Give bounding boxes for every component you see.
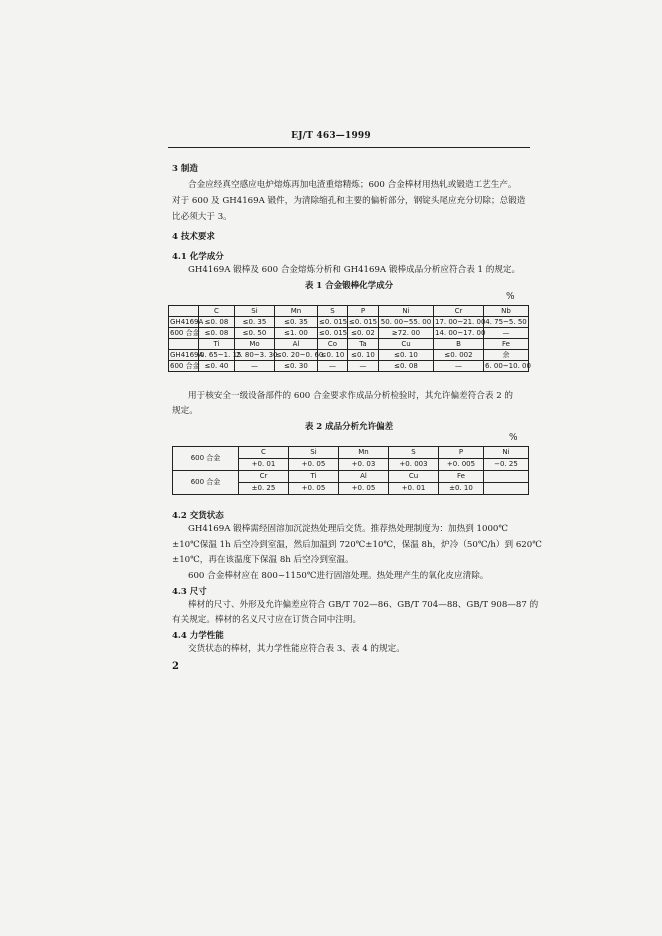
table-2-cell: S — [389, 447, 439, 459]
table-2-row — [173, 447, 529, 459]
table-2-cell: ±0. 10 — [439, 483, 484, 495]
table-2-intro-line-1: 用于核安全一级设备部件的 600 合金要求作成品分析检验时，其允许偏差符合表 2 的 — [188, 391, 513, 401]
table-1-cell: — — [348, 361, 379, 372]
table-1-cell: Cr — [434, 306, 484, 317]
table-2-cell: +0. 03 — [339, 459, 389, 471]
table-1-cell: C — [199, 306, 235, 317]
table-1-row — [169, 328, 529, 339]
table-2-cell: Fe — [439, 471, 484, 483]
table-1-cell: Cu — [379, 339, 434, 350]
table-1-cell: ≤0. 35 — [275, 317, 318, 328]
table-2-cell: Al — [339, 471, 389, 483]
table-2-cell: +0. 05 — [289, 459, 339, 471]
table-1-cell: Al — [275, 339, 318, 350]
table-2-unit: % — [509, 433, 518, 443]
table-1-cell: 余 — [484, 350, 529, 361]
table-1-cell: ≤0. 40 — [199, 361, 235, 372]
section-4-2-line-4: 600 合金棒材应在 800~1150℃进行固溶处理。热处理产生的氧化皮应清除。 — [188, 571, 489, 581]
table-1-row — [169, 317, 529, 328]
table-1-row — [169, 361, 529, 372]
table-1-cell: GH4169A — [170, 318, 204, 326]
table-1-row — [169, 350, 529, 361]
table-1-cell: 14. 00~17. 00 — [435, 329, 486, 337]
table-2-caption: 表 2 成品分析允许偏差 — [304, 422, 394, 432]
table-1-cell: ≤0. 015 — [319, 318, 348, 326]
table-1-cell: 4. 75~5. 50 — [485, 318, 527, 326]
table-1-header-row-2 — [169, 339, 529, 350]
section-4-3-line-2: 有关规定。棒材的名义尺寸应在订货合同中注明。 — [172, 615, 362, 625]
header-rule — [168, 147, 530, 148]
table-1-cell: ≤0. 08 — [199, 328, 235, 339]
table-2-cell: −0. 25 — [484, 459, 529, 471]
table-1-cell: ≤0. 30 — [275, 361, 318, 372]
table-1-cell: — — [235, 361, 275, 372]
section-3-heading: 3 制造 — [172, 164, 198, 174]
table-2-cell — [484, 483, 529, 495]
table-1-cell: GH4169A — [170, 351, 204, 359]
page-number: 2 — [172, 661, 179, 672]
table-2-cell: +0. 005 — [439, 459, 484, 471]
table-2-cell: Si — [289, 447, 339, 459]
table-1-cell: P — [348, 306, 379, 317]
table-1-cell: S — [318, 306, 348, 317]
table-1-cell: ≤1. 00 — [275, 328, 318, 339]
table-1-caption: 表 1 合金锻棒化学成分 — [304, 281, 394, 291]
section-3-line-2: 对于 600 及 GH4169A 锻件，为清除缩孔和主要的偏析部分，钢锭头尾应充分切除；总锻造 — [172, 196, 526, 206]
table-2-cell: Mn — [339, 447, 389, 459]
table-2 — [172, 446, 529, 495]
table-2-cell: Ti — [289, 471, 339, 483]
table-1-cell: Fe — [484, 339, 529, 350]
table-1-cell: ≤0. 20~0. 60 — [276, 351, 324, 359]
table-1-cell: 2. 80~3. 30 — [236, 351, 278, 359]
table-1-cell: ≤0. 35 — [235, 317, 275, 328]
section-3-line-3: 比必须大于 3。 — [172, 212, 232, 222]
table-1-cell: ≤0. 08 — [379, 361, 434, 372]
table-1-cell: 600 合金 — [170, 362, 200, 370]
table-1-cell: 600 合金 — [170, 329, 200, 337]
section-4-1-heading: 4.1 化学成分 — [172, 252, 224, 262]
table-1-cell: 50. 00~55. 00 — [379, 317, 434, 328]
table-1 — [168, 305, 529, 372]
table-1-cell: — — [434, 361, 484, 372]
section-4-2-line-2: ±10℃保温 1h 后空冷到室温，然后加温到 720℃±10℃，保温 8h，炉冷（50℃/h）到 620℃ — [172, 540, 542, 550]
table-1-cell: Si — [235, 306, 275, 317]
table-2-cell: Cr — [239, 471, 289, 483]
table-1-cell: — — [484, 328, 529, 339]
table-2-cell: +0. 01 — [239, 459, 289, 471]
table-1-header-row-1 — [169, 306, 529, 317]
table-1-cell: — — [318, 361, 348, 372]
table-2-row-label: 600 合金 — [173, 447, 239, 471]
table-2-cell: ±0. 25 — [239, 483, 289, 495]
table-2-row — [173, 471, 529, 483]
table-1-cell: ≤0. 015 — [319, 329, 348, 337]
section-4-4-heading: 4.4 力学性能 — [172, 631, 224, 641]
table-1-cell: B — [434, 339, 484, 350]
table-2-cell: +0. 01 — [389, 483, 439, 495]
table-1-cell: Ti — [199, 339, 235, 350]
table-2-cell: +0. 05 — [289, 483, 339, 495]
table-1-cell: ≤0. 10 — [348, 350, 379, 361]
table-1-cell — [169, 306, 199, 317]
table-2-cell: P — [439, 447, 484, 459]
table-1-cell: 0. 65~1. 15 — [200, 351, 242, 359]
table-2-row-label: 600 合金 — [173, 471, 239, 495]
table-1-cell: 6. 00~10. 00 — [485, 362, 531, 370]
table-2-cell: Ni — [484, 447, 529, 459]
section-4-2-heading: 4.2 交货状态 — [172, 511, 224, 521]
table-2-intro-line-2: 规定。 — [172, 406, 198, 416]
table-1-cell: ≤0. 10 — [318, 350, 348, 361]
table-1-cell: Mo — [235, 339, 275, 350]
table-1-cell: Nb — [484, 306, 529, 317]
table-1-cell: Ta — [348, 339, 379, 350]
section-3-line-1: 合金应经真空感应电炉熔炼再加电渣重熔精炼；600 合金棒材用热轧或锻造工艺生产。 — [188, 180, 517, 190]
table-1-cell: ≤0. 50 — [235, 328, 275, 339]
section-4-heading: 4 技术要求 — [172, 232, 215, 242]
table-1-cell: ≤0. 015 — [349, 318, 378, 326]
section-4-1-text: GH4169A 锻棒及 600 合金熔炼分析和 GH4169A 锻棒成品分析应符合表 1 的规定。 — [188, 265, 521, 275]
table-1-cell: Mn — [275, 306, 318, 317]
section-4-2-line-1: GH4169A 锻棒需经固溶加沉淀热处理后交货。推荐热处理制度为：加热到 1000℃ — [188, 524, 509, 534]
table-2-cell: +0. 003 — [389, 459, 439, 471]
section-4-3-line-1: 棒材的尺寸、外形及允许偏差应符合 GB/T 702—86、GB/T 704—88、GB/T 908—87 的 — [188, 600, 539, 610]
section-4-4-text: 交货状态的棒材，其力学性能应符合表 3、表 4 的规定。 — [188, 644, 405, 654]
table-1-cell: Ni — [379, 306, 434, 317]
section-4-3-heading: 4.3 尺寸 — [172, 587, 207, 597]
table-1-unit: % — [506, 292, 515, 302]
table-1-cell: Co — [318, 339, 348, 350]
table-1-cell: ≤0. 08 — [199, 317, 235, 328]
table-1-cell — [169, 339, 199, 350]
table-2-cell: +0. 05 — [339, 483, 389, 495]
table-1-cell: 17. 00~21. 00 — [435, 318, 486, 326]
table-1-cell: ≥72. 00 — [379, 328, 434, 339]
section-4-2-line-3: ±10℃，再在该温度下保温 8h 后空冷到室温。 — [172, 555, 354, 565]
table-1-cell: ≤0. 02 — [348, 328, 379, 339]
table-1-cell: ≤0. 10 — [379, 350, 434, 361]
table-2-cell — [484, 471, 529, 483]
table-2-cell: C — [239, 447, 289, 459]
table-2-cell: Cu — [389, 471, 439, 483]
table-1-cell: ≤0. 002 — [434, 350, 484, 361]
running-header: EJ/T 463—1999 — [291, 131, 371, 141]
